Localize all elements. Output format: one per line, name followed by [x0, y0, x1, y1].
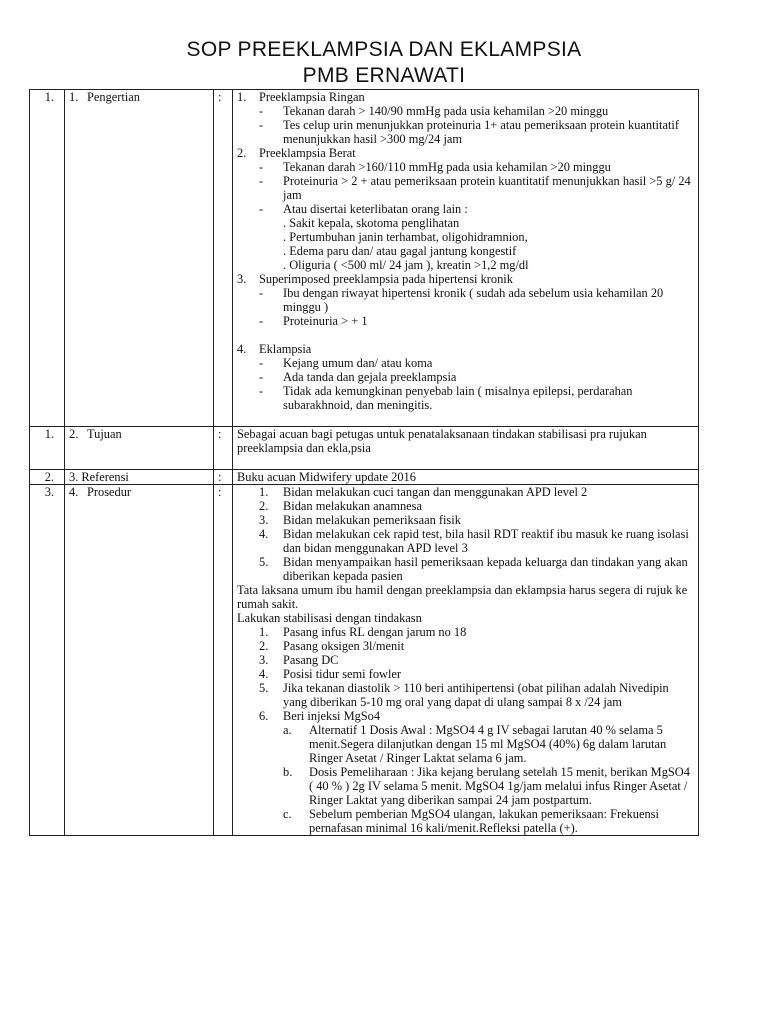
- prosedur-content: [233, 485, 699, 836]
- row-label: 2. Tujuan: [65, 427, 214, 470]
- row-number: 1.: [30, 427, 65, 470]
- sop-table: [29, 89, 699, 836]
- list-item: - Ada tanda dan gejala preeklampsia: [259, 370, 457, 384]
- row-label: 4. Prosedur: [65, 485, 214, 836]
- list-item: - Proteinuria > + 1: [259, 314, 368, 328]
- document-subtitle: PMB ERNAWATI: [302, 64, 466, 87]
- section-heading: 4. Eklampsia: [237, 342, 312, 356]
- sub-item: . Pertumbuhan janin terhambat, oligohidramnion,: [283, 230, 528, 244]
- row-separator: :: [214, 427, 233, 470]
- referensi-content: Buku acuan Midwifery update 2016: [233, 470, 699, 485]
- row-number: 2.: [30, 470, 65, 485]
- action-item: 2. Pasang oksigen 3l/menit: [259, 639, 405, 653]
- sub-item: . Sakit kepala, skotoma penglihatan: [283, 216, 460, 230]
- list-item: - Ibu dengan riwayat hipertensi kronik ( sudah ada sebelum usia kehamilan 20 minggu ): [259, 286, 664, 314]
- row-number: 3.: [30, 485, 65, 836]
- action-item: 1. Pasang infus RL dengan jarum no 18: [259, 625, 467, 639]
- pengertian-content: [233, 90, 699, 427]
- list-item: - Tidak ada kemungkinan penyebab lain ( misalnya epilepsi, perdarahan subarakhnoid, dan meningitis.: [259, 384, 633, 412]
- sub-item: . Edema paru dan/ atau gagal jantung kongestif: [283, 244, 517, 258]
- tata-laksana-text: Tata laksana umum ibu hamil dengan preeklampsia dan eklampsia harus segera di rujuk ke rumah sakit.: [237, 583, 688, 611]
- stabilisasi-text: Lakukan stabilisasi dengan tindakasn: [237, 611, 422, 625]
- row-separator: :: [214, 90, 233, 427]
- row-separator: :: [214, 485, 233, 836]
- section-heading: 1. Preeklampsia Ringan: [237, 90, 365, 104]
- row-pengertian: [30, 90, 699, 427]
- row-label: 1. Pengertian: [65, 90, 214, 427]
- tujuan-content: Sebagai acuan bagi petugas untuk penatalaksanaan tindakan stabilisasi pra rujukan preeklampsia dan ekla,psia: [233, 427, 699, 470]
- row-number: 1.: [30, 90, 65, 427]
- document-title: SOP PREEKLAMPSIA DAN EKLAMPSIA: [186, 38, 582, 61]
- list-item: - Tekanan darah > 140/90 mmHg pada usia kehamilan >20 minggu: [259, 104, 609, 118]
- mgso4-item: c. Sebelum pemberian MgSO4 ulangan, lakukan pemeriksaan: Frekuensi pernafasan minimal 16 kali/menit.Refleksi patella (+).: [283, 807, 659, 835]
- step-item: 1. Bidan melakukan cuci tangan dan menggunakan APD level 2: [259, 485, 588, 499]
- step-item: 5. Bidan menyampaikan hasil pemeriksaan kepada keluarga dan tindakan yang akan diberikan kepada pasien: [259, 555, 688, 583]
- row-prosedur: [30, 485, 699, 836]
- section-heading: 3. Superimposed preeklampsia pada hipertensi kronik: [237, 272, 513, 286]
- step-item: 4. Bidan melakukan cek rapid test, bila hasil RDT reaktif ibu masuk ke ruang isolasi dan bidan menggunakan APD level 3: [259, 527, 689, 555]
- row-label: 3. Referensi: [65, 470, 214, 485]
- action-item: 5. Jika tekanan diastolik > 110 beri antihipertensi (obat pilihan adalah Nivedipin yang diberikan 5-10 mg oral yang dapat di ulang sampai 8 x /24 jam: [259, 681, 669, 709]
- row-tujuan: [30, 427, 699, 470]
- section-heading: 2. Preeklampsia Berat: [237, 146, 356, 160]
- step-item: 3. Bidan melakukan pemeriksaan fisik: [259, 513, 461, 527]
- list-item: - Proteinuria > 2 + atau pemeriksaan protein kuantitatif menunjukkan hasil >5 g/ 24 jam: [259, 174, 691, 202]
- mgso4-item: a. Alternatif 1 Dosis Awal : MgSO4 4 g IV sebagai larutan 40 % selama 5 menit.Segera dilanjutkan dengan 15 ml MgSO4 (40%) 6g dalam larutan Ringer Asetat / Ringer Laktat selama 6 jam.: [283, 723, 667, 765]
- step-item: 2. Bidan melakukan anamnesa: [259, 499, 423, 513]
- mgso4-item: b. Dosis Pemeliharaan : Jika kejang berulang setelah 15 menit, berikan MgSO4 ( 40 % ) 2g IV selama 5 menit. MgSO4 1g/jam melalui infus Ringer Asetat / Ringer Laktat yang diberikan sampai 24 jam postpartum.: [283, 765, 690, 807]
- sub-item: . Oliguria ( <500 ml/ 24 jam ), kreatin >1,2 mg/dl: [283, 258, 529, 272]
- row-referensi: [30, 470, 699, 485]
- action-item: 6. Beri injeksi MgSo4: [259, 709, 381, 723]
- action-item: 4. Posisi tidur semi fowler: [259, 667, 402, 681]
- list-item: - Kejang umum dan/ atau koma: [259, 356, 433, 370]
- row-separator: :: [214, 470, 233, 485]
- list-item: - Atau disertai keterlibatan orang lain :: [259, 202, 468, 216]
- list-item: - Tekanan darah >160/110 mmHg pada usia kehamilan >20 minggu: [259, 160, 611, 174]
- list-item: - Tes celup urin menunjukkan proteinuria 1+ atau pemeriksaan protein kuantitatif menunjukkan hasil >300 mg/24 jam: [259, 118, 679, 146]
- action-item: 3. Pasang DC: [259, 653, 339, 667]
